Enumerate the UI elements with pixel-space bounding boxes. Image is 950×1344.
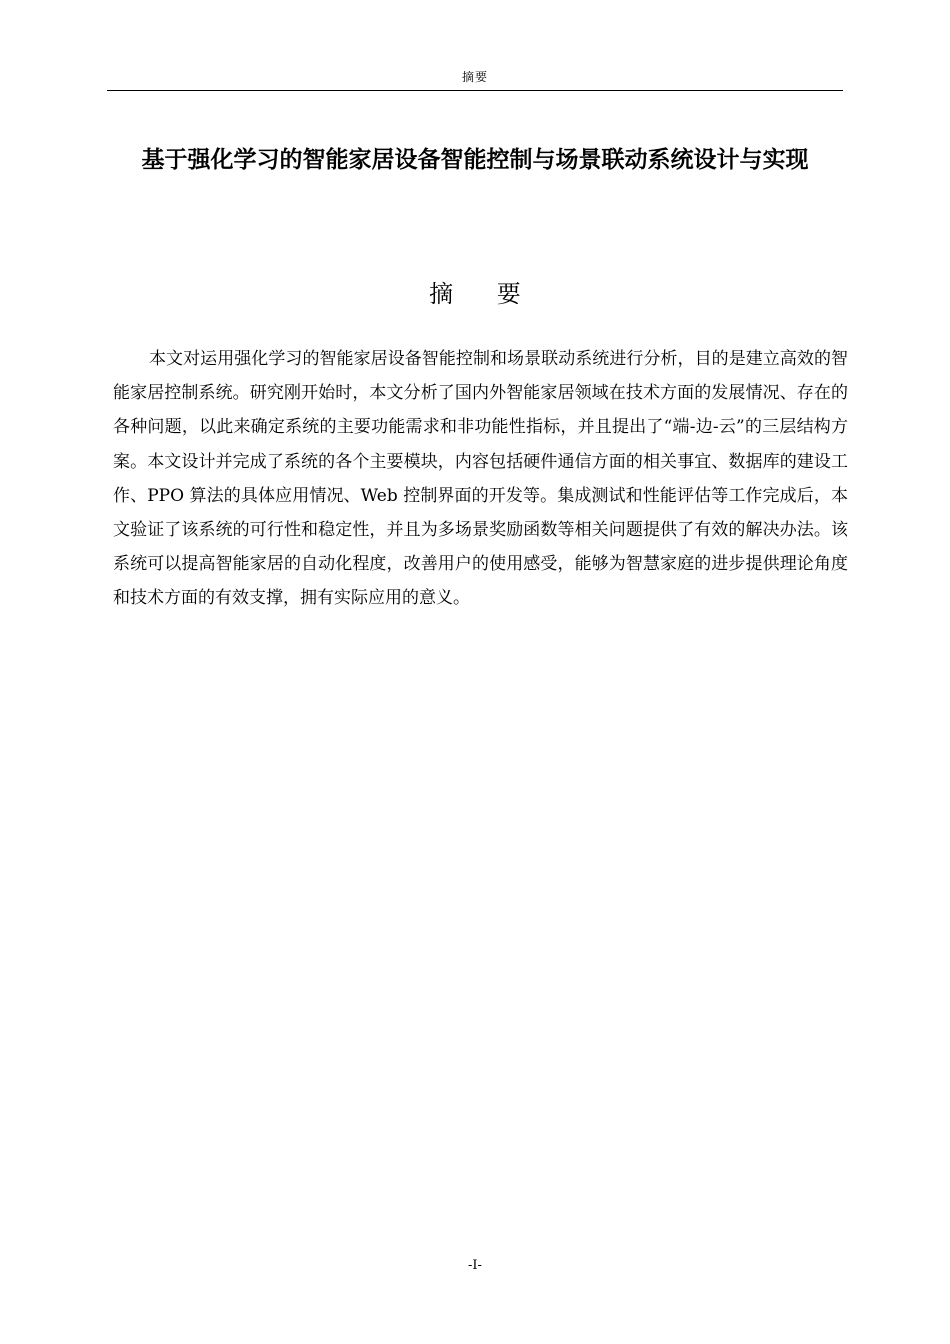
header-text: 摘要 bbox=[461, 70, 488, 84]
abstract-paragraph: 本文对运用强化学习的智能家居设备智能控制和场景联动系统进行分析，目的是建立高效的智能家居控制系统。研究刚开始时，本文分析了国内外智能家居领域在技术方面的发展情况、存在的各种问题，以此来确定系统的主要功能需求和非功能性指标，并且提出了“端-边-云”的三层结构方案。本文设计并完成了系统的各个主要模块，内容包括硬件通信方面的相关事宜、数据库的建设工作、PPO 算法的具体应用情况、Web 控制界面的开发等。集成测试和性能评估等工作完成后，本文验证了该系统的可行性和稳定性，并且为多场景奖励函数等相关问题提供了有效的解决办法。该系统可以提高智能家居的自动化程度，改善用户的使用感受，能够为智慧家庭的进步提供理论角度和技术方面的有效支撑，拥有实际应用的意义。 bbox=[113, 349, 848, 609]
abstract-heading: 摘 要 bbox=[429, 280, 539, 308]
thesis-title: 基于强化学习的智能家居设备智能控制与场景联动系统设计与实现 bbox=[141, 147, 809, 173]
page-header bbox=[107, 66, 843, 91]
page-number: -I- bbox=[468, 1258, 482, 1273]
